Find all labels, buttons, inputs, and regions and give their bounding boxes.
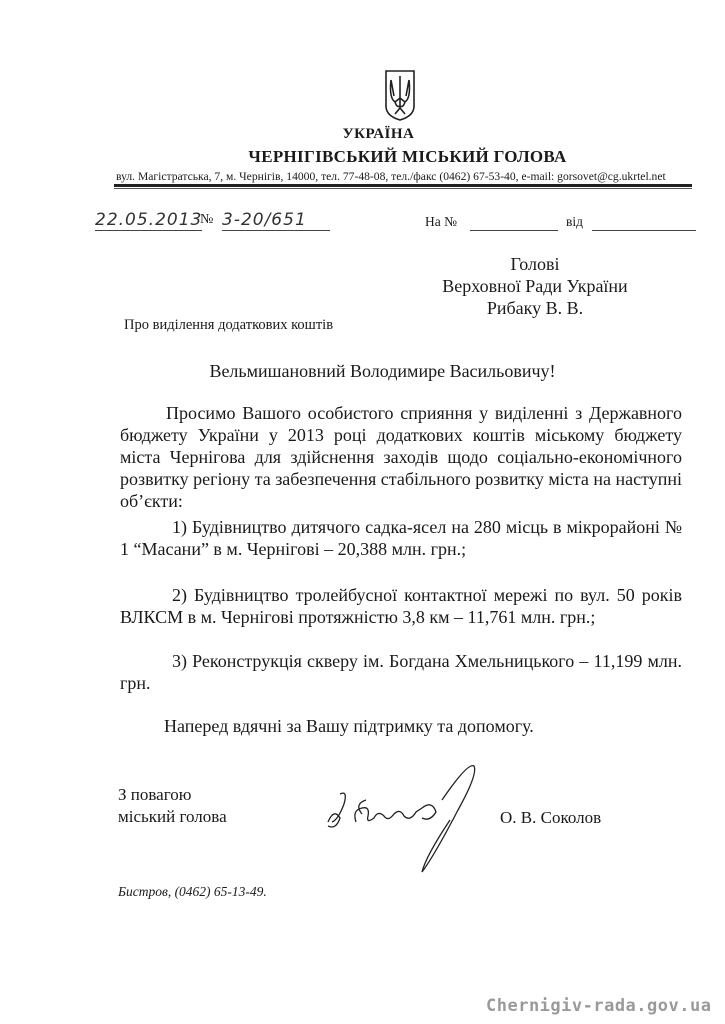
greeting: Вельмишановний Володимире Васильовичу! xyxy=(209,361,556,381)
letterhead-office: ЧЕРНІГІВСЬКИЙ МІСЬКИЙ ГОЛОВА xyxy=(248,147,567,166)
signature-image xyxy=(318,760,498,880)
number-sign: № xyxy=(200,212,214,227)
list-item xyxy=(120,584,682,628)
list-item-text: 3) Реконструкція скверу ім. Богдана Хмельницького – 11,199 млн. грн. xyxy=(120,651,682,693)
subject-line: Про виділення додаткових коштів xyxy=(124,317,334,333)
reference-number-blank xyxy=(470,230,558,231)
regards-text: З повагою xyxy=(118,785,192,804)
addressee-line: Голові xyxy=(510,254,560,274)
list-item xyxy=(120,516,682,560)
outgoing-date: 22.05.2013 xyxy=(95,210,203,230)
reference-number-label: На № xyxy=(425,214,457,229)
signoff-block xyxy=(118,784,227,828)
letterhead-country: УКРАЇНА xyxy=(342,126,415,142)
body-paragraph xyxy=(120,402,682,512)
site-watermark: Chernigiv-rada.gov.ua xyxy=(486,996,712,1016)
coat-of-arms-icon xyxy=(383,68,417,122)
letterhead-divider xyxy=(114,184,692,187)
body-intro-text: Просимо Вашого особистого сприяння у виділенні з Державного бюджету України у 2013 році додаткових коштів міському бюджету міста Чернігова для здійснення заходів щодо соціально-економічного розвитку регіону та забезпечення стабільного розвитку міста на наступні об’єкти: xyxy=(120,403,682,511)
signer-name: О. В. Соколов xyxy=(500,808,602,827)
outgoing-number: 3-20/651 xyxy=(222,210,330,231)
reference-date-blank xyxy=(592,230,696,231)
reference-date-label: від xyxy=(566,214,583,229)
addressee-line: Верховної Ради України xyxy=(442,276,628,296)
addressee-block xyxy=(390,253,680,319)
letterhead-divider-thin xyxy=(114,188,692,189)
list-item xyxy=(120,650,682,694)
executor-contact: Бистров, (0462) 65-13-49. xyxy=(118,884,267,899)
list-item-text: 1) Будівництво дитячого садка-ясел на 280 місць в мікрорайоні № 1 “Масани” в м. Чернігові – 20,388 млн. грн.; xyxy=(120,517,682,559)
signer-position: міський голова xyxy=(118,807,227,826)
letterhead-address: вул. Магістратська, 7, м. Чернігів, 14000, тел. 77-48-08, тел./факс (0462) 67-53-40, e-mail: gorsovet@cg.ukrtel.net xyxy=(116,170,666,183)
list-item-text: 2) Будівництво тролейбусної контактної мережі по вул. 50 років ВЛКСМ в м. Чернігові протяжністю 3,8 км – 11,761 млн. грн.; xyxy=(120,585,682,627)
closing-line: Наперед вдячні за Вашу підтримку та допомогу. xyxy=(164,716,534,736)
addressee-line: Рибаку В. В. xyxy=(486,298,584,318)
